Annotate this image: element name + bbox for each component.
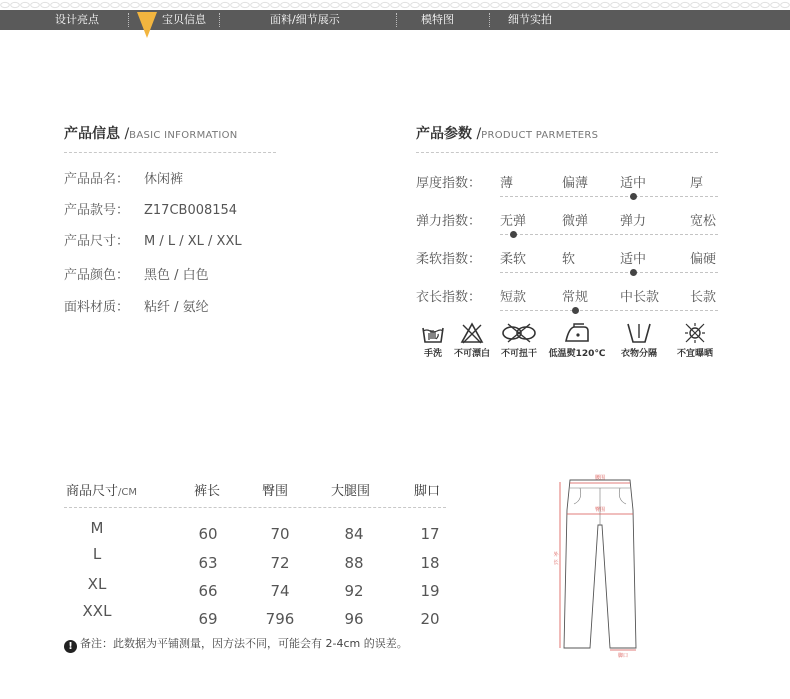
waist-label: 腰围 [594,475,606,481]
size-table-cell: 20 [420,610,440,628]
info-row-style-no: 产品款号： Z17CB008154 [64,203,238,218]
col-header-hip: 臀围 [262,484,289,499]
param-option: 薄 [500,176,514,191]
product-params-heading: 产品参数 /PRODUCT PARMETERS [416,126,599,142]
warning-icon: ! [64,640,77,653]
info-row-material: 面料材质： 粘纤 / 氨纶 [64,300,209,315]
nav-tab-product-info[interactable]: 宝贝信息 [162,13,206,26]
divider [64,152,276,153]
size-table-title: 商品尺寸/CM [66,484,137,499]
size-label: XL [87,575,107,593]
param-option: 软 [562,252,576,267]
size-table-cell: 796 [265,610,295,628]
no-sun-dry-icon [683,322,707,344]
length-label-1: 外 [553,552,559,558]
size-label: M [90,519,104,537]
care-no-bleach: 不可漂白 [451,322,493,359]
param-label: 弹力指数： [416,214,482,229]
size-label: XXL [82,602,112,620]
care-iron-low: 低温熨120℃ [546,322,608,359]
nav-tab-model[interactable]: 模特图 [421,13,454,26]
param-option: 常规 [562,290,589,305]
size-table-cell: 84 [344,525,364,543]
hem-label: 脚口 [617,653,629,659]
size-table-cell: 19 [420,582,440,600]
param-option: 适中 [620,252,647,267]
product-info-title-en: BASIC INFORMATION [129,130,238,141]
param-option: 柔软 [500,252,527,267]
top-nav-bar [0,0,790,30]
size-table-cell: 72 [270,554,290,572]
param-selected-marker [630,269,637,276]
param-option: 微弹 [562,214,589,229]
size-label: L [92,545,102,563]
param-scale-line [500,310,718,311]
param-option: 适中 [620,176,647,191]
product-params-title-en: PRODUCT PARMETERS [481,130,599,141]
measurement-note: ! 备注：此数据为平铺测量，因方法不同，可能会有 2-4cm 的误差。 [64,635,408,653]
nav-separator [219,13,220,27]
product-info-title-cn: 产品信息 [64,126,120,142]
param-option: 偏硬 [690,252,717,267]
length-label-2: 长 [553,560,559,566]
param-option: 宽松 [690,214,717,229]
size-table-cell: 96 [344,610,364,628]
param-selected-marker [630,193,637,200]
param-option: 短款 [500,290,527,305]
care-no-sun: 不宜曝晒 [668,322,722,359]
size-table-cell: 74 [270,582,290,600]
product-params-title-cn: 产品参数 [416,126,472,142]
param-selected-marker [572,307,579,314]
size-table-cell: 88 [344,554,364,572]
col-header-hem: 脚口 [414,484,441,499]
param-option: 长款 [690,290,717,305]
col-header-length: 裤长 [194,484,221,499]
size-table-cell: 66 [198,582,218,600]
nav-tab-fabric-details[interactable]: 面料/细节展示 [270,13,340,26]
size-table-cell: 92 [344,582,364,600]
param-label: 厚度指数： [416,176,482,191]
nav-separator [128,13,129,27]
size-table-cell: 63 [198,554,218,572]
no-wring-icon [500,322,538,344]
nav-separator [489,13,490,27]
param-option: 偏薄 [562,176,589,191]
chain-border-decoration [0,0,790,10]
size-table-cell: 18 [420,554,440,572]
param-selected-marker [510,231,517,238]
col-header-thigh: 大腿围 [331,484,371,499]
info-row-sizes: 产品尺寸： M / L / XL / XXL [64,234,242,249]
nav-tab-design[interactable]: 设计亮点 [55,13,99,26]
no-bleach-icon [460,322,484,344]
size-table-cell: 69 [198,610,218,628]
param-label: 柔软指数： [416,252,482,267]
care-no-wring: 不可扭干 [497,322,541,359]
nav-tab-detail-photos[interactable]: 细节实拍 [508,13,552,26]
info-row-name: 产品品名： 休闲裤 [64,172,184,187]
pants-measurement-diagram [550,470,650,660]
product-info-heading: 产品信息 /BASIC INFORMATION [64,126,238,142]
param-option: 弹力 [620,214,647,229]
care-hand-wash: 手洗 [418,322,448,359]
param-option: 中长款 [620,290,660,305]
info-row-colors: 产品颜色： 黑色 / 白色 [64,268,209,283]
param-option: 厚 [690,176,704,191]
care-separate: 衣物分隔 [612,322,666,359]
param-label: 衣长指数： [416,290,482,305]
iron-low-icon [562,322,592,344]
nav-separator [396,13,397,27]
hand-wash-icon [421,322,445,344]
param-scale-line [500,234,718,235]
active-tab-pointer-icon [136,12,158,40]
size-table-cell: 17 [420,525,440,543]
param-scale-line [500,272,718,273]
param-scale-line [500,196,718,197]
param-option: 无弹 [500,214,527,229]
divider [64,507,446,508]
size-table-cell: 60 [198,525,218,543]
hip-label: 臀围 [594,507,606,513]
separate-wash-icon [625,322,653,344]
divider [416,152,718,153]
size-table-cell: 70 [270,525,290,543]
